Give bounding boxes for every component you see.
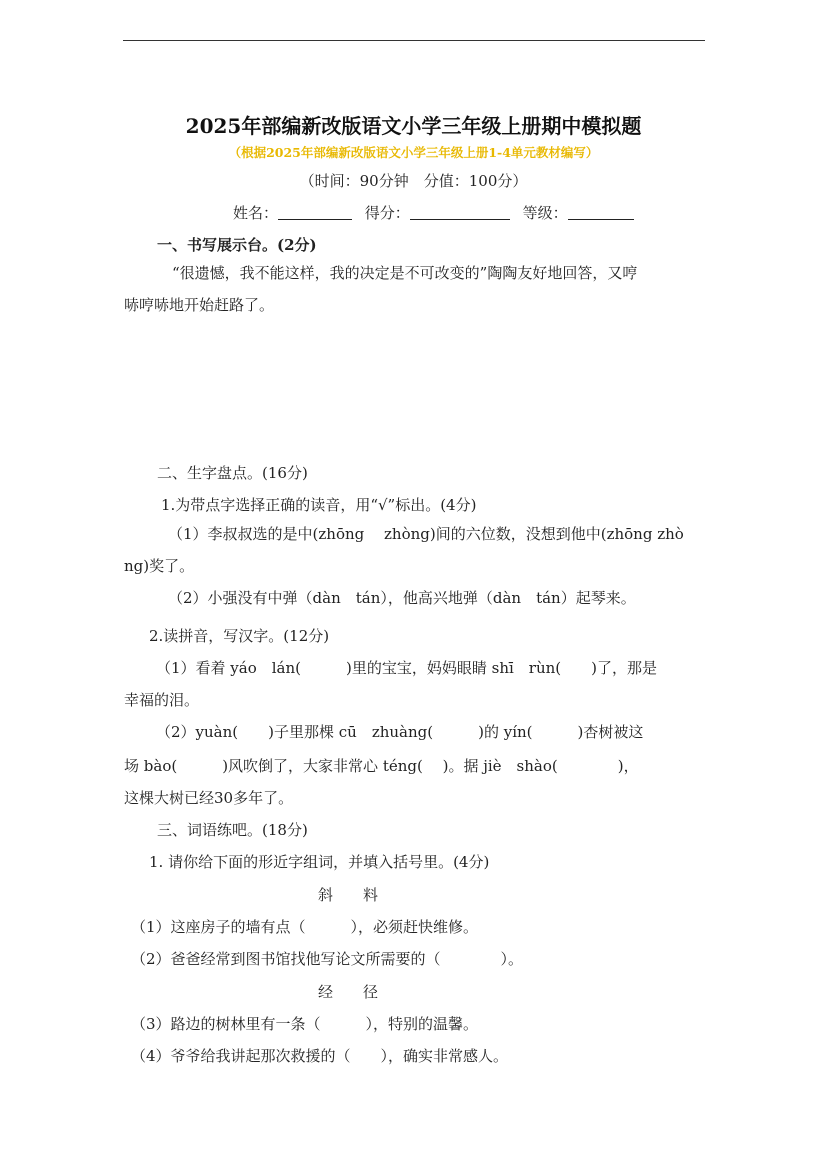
section3-s1: （1）这座房子的墙有点（ ），必须赶快维修。 [131,918,479,936]
section2-q2-2a: （2）yuàn( )子里那棵 cū zhuàng( )的 yín( )杏树被这 [156,723,644,741]
section1-text-line1: “很遗憾，我不能这样，我的决定是不可改变的”陶陶友好地回答，又哼 [172,264,638,282]
section2-q1-2: （2）小强没有中弹（dàn tán），他高兴地弹（dàn tán）起琴来。 [168,589,636,607]
name-field[interactable] [278,205,352,220]
section2-q1-1a: （1）李叔叔选的是中(zhōng zhòng)间的六位数，没想到他中(zhōng zhò [168,525,684,543]
student-info-row [233,203,634,223]
grade-label: 等级： [522,204,568,222]
name-label: 姓名： [233,204,279,222]
exam-meta: （时间：90分钟 分值：100分） [299,172,528,190]
section3-s4: （4）爷爷给我讲起那次救援的（ ），确实非常感人。 [131,1047,509,1065]
section2-q2-2c: 这棵大树已经30多年了。 [124,789,294,807]
section2-q1: 1.为带点字选择正确的读音，用“√”标出。(4分) [161,496,477,514]
section2-q1-1b: ng)奖了。 [124,557,195,575]
char-pair-2: 经 径 [318,983,379,1001]
section1-text-line2: 哧哼哧地开始赶路了。 [124,296,275,314]
section2-heading: 二、生字盘点。(16分) [157,464,308,482]
header-rule [123,40,705,41]
section2-q2: 2.读拼音，写汉字。(12分) [149,627,330,645]
section2-q2-1a: （1）看着 yáo lán( )里的宝宝，妈妈眼睛 shī rùn( )了，那是 [156,659,657,677]
score-field[interactable] [410,205,510,220]
char-pair-1: 斜 料 [318,886,379,904]
exam-subtitle: （根据2025年部编新改版语文小学三年级上册1-4单元教材编写） [228,145,599,160]
score-label: 得分： [364,204,410,222]
section2-q2-1b: 幸福的泪。 [124,691,200,709]
section3-s3: （3）路边的树林里有一条（ ），特别的温馨。 [131,1015,479,1033]
grade-field[interactable] [568,205,634,220]
section3-s2: （2）爸爸经常到图书馆找他写论文所需要的（ ）。 [131,950,524,968]
section3-q1: 1. 请你给下面的形近字组词，并填入括号里。(4分) [149,853,490,871]
section3-heading: 三、词语练吧。(18分) [157,821,308,839]
section1-heading: 一、书写展示台。(2分) [157,236,317,254]
section2-q2-2b: 场 bào( )风吹倒了，大家非常心 téng( )。据 jiè shào( )， [124,757,639,775]
exam-title: 2025年部编新改版语文小学三年级上册期中模拟题 [185,114,642,138]
